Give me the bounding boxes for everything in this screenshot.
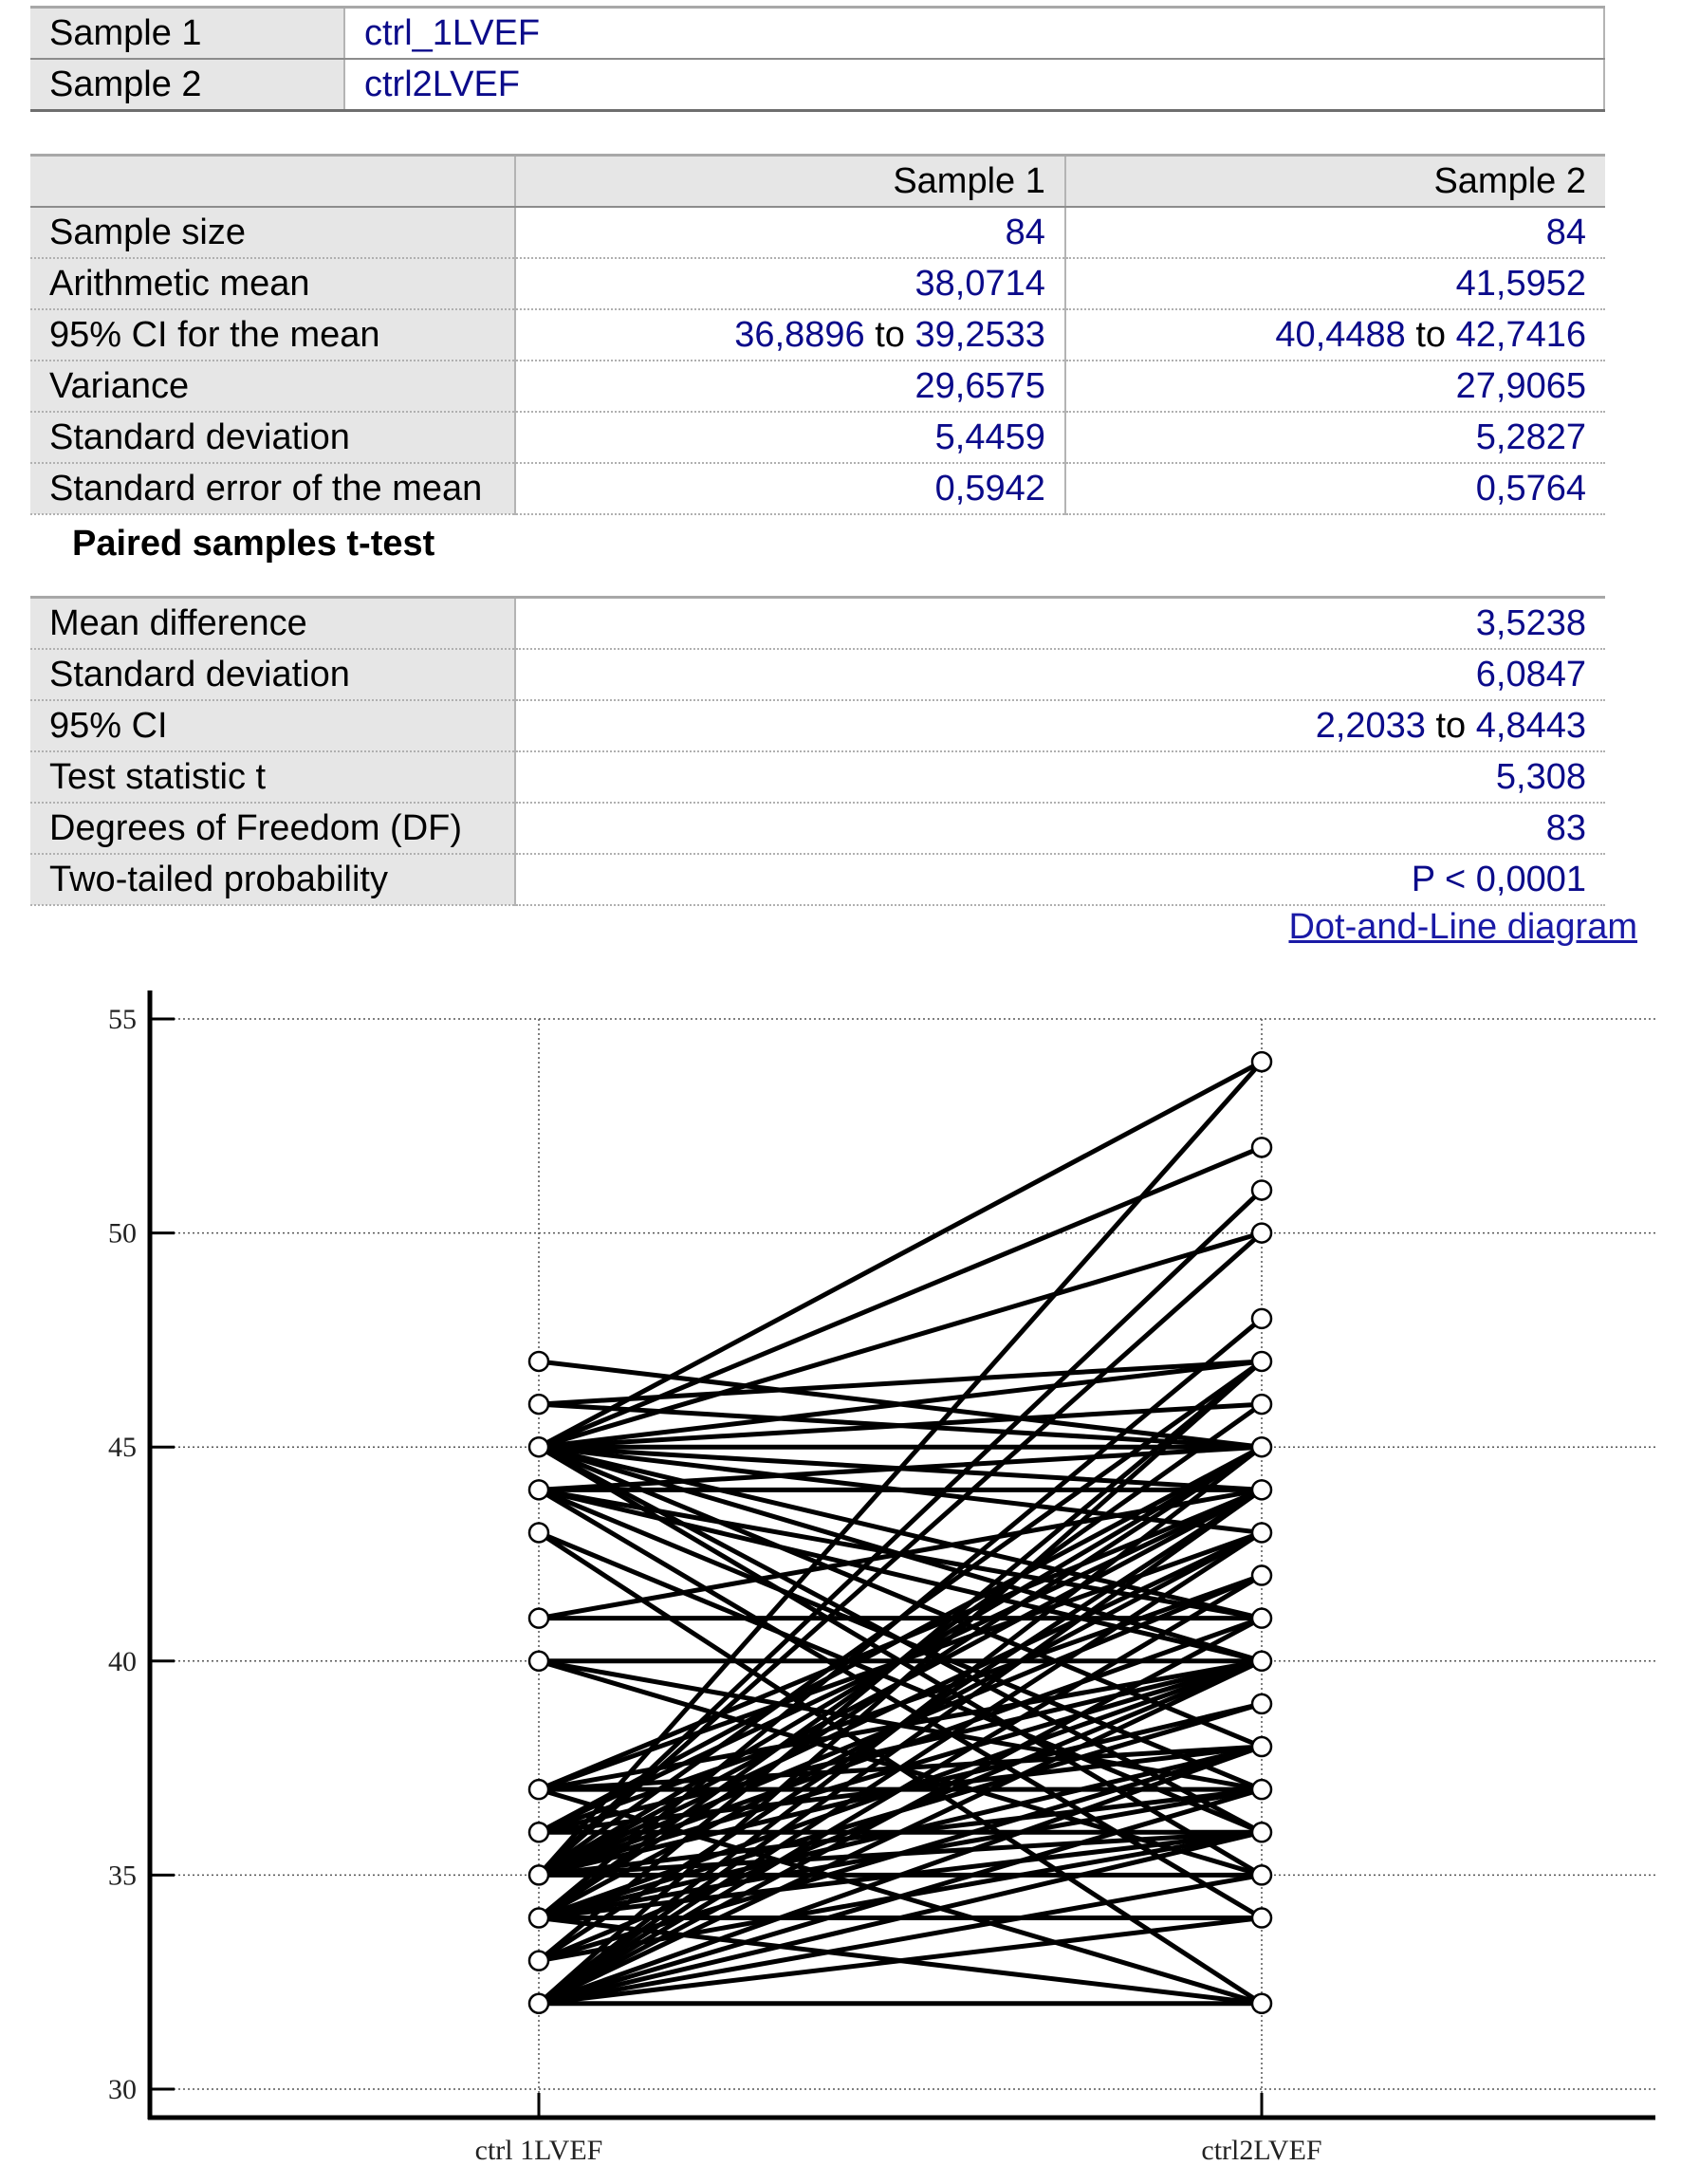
header-blank-cell xyxy=(30,156,515,208)
ci-high: 42,7416 xyxy=(1455,315,1586,355)
dot-and-line-chart xyxy=(0,968,1681,2184)
y-tick-label: 45 xyxy=(108,1432,137,1464)
table-row xyxy=(30,258,1605,309)
y-tick-label: 35 xyxy=(108,1860,137,1892)
row-value: 83 xyxy=(515,803,1605,854)
sample-2-point xyxy=(1252,1609,1271,1628)
sample-selection-table xyxy=(30,6,1605,112)
y-tick-label: 55 xyxy=(108,1004,137,1035)
section-title: Paired samples t-test xyxy=(72,524,435,564)
row-label: 95% CI xyxy=(30,700,515,751)
row-label: Arithmetic mean xyxy=(30,258,515,309)
sample-1-point xyxy=(529,1480,548,1499)
sample-1-point xyxy=(529,1909,548,1928)
sample-label: Sample 2 xyxy=(30,59,344,111)
sample-1-value: 29,6575 xyxy=(515,361,1065,412)
row-label: Variance xyxy=(30,361,515,412)
ci-to: to xyxy=(1435,706,1467,746)
dot-and-line-diagram-link[interactable]: Dot-and-Line diagram xyxy=(1288,907,1637,947)
summary-statistics-table xyxy=(30,154,1605,515)
table-row xyxy=(30,854,1605,905)
sample-1-point xyxy=(529,1780,548,1799)
table-row xyxy=(30,309,1605,361)
sample-row xyxy=(30,59,1604,111)
sample-2-point xyxy=(1252,1566,1271,1585)
table-row xyxy=(30,412,1605,463)
table-row xyxy=(30,803,1605,854)
table-row xyxy=(30,463,1605,514)
y-tick-label: 50 xyxy=(108,1217,137,1249)
ci-to: to xyxy=(1415,315,1447,355)
sample-2-value: 84 xyxy=(1065,207,1605,258)
sample-2-value: 41,5952 xyxy=(1065,258,1605,309)
ci-value xyxy=(515,700,1605,751)
pair-line xyxy=(539,1233,1262,1448)
paired-t-test-table xyxy=(30,596,1605,906)
sample-1-point xyxy=(529,1865,548,1884)
sample-1-value: 38,0714 xyxy=(515,258,1065,309)
row-label: Mean difference xyxy=(30,598,515,650)
y-tick-label: 30 xyxy=(108,2074,137,2105)
sample-2-point xyxy=(1252,1437,1271,1456)
table-row xyxy=(30,649,1605,700)
sample-2-point xyxy=(1252,1909,1271,1928)
sample-variable[interactable]: ctrl2LVEF xyxy=(344,59,1604,111)
sample-1-point xyxy=(529,1352,548,1371)
table-row xyxy=(30,207,1605,258)
sample-label: Sample 1 xyxy=(30,8,344,60)
sample-1-point xyxy=(529,1437,548,1456)
sample-2-point xyxy=(1252,1994,1271,2013)
sample-2-point xyxy=(1252,1480,1271,1499)
sample-1-value: 84 xyxy=(515,207,1065,258)
ci-to: to xyxy=(875,315,905,355)
row-label: Sample size xyxy=(30,207,515,258)
summary-header-row xyxy=(30,156,1605,208)
column-header-sample-1: Sample 1 xyxy=(515,156,1065,208)
sample-1-point xyxy=(529,1395,548,1414)
row-label: Standard deviation xyxy=(30,412,515,463)
row-value: 6,0847 xyxy=(515,649,1605,700)
sample-1-point xyxy=(529,1523,548,1542)
ci-low: 36,8896 xyxy=(734,315,865,355)
ci-low: 40,4488 xyxy=(1275,315,1406,355)
sample-2-point xyxy=(1252,1395,1271,1414)
sample-2-point xyxy=(1252,1180,1271,1199)
sample-2-point xyxy=(1252,1652,1271,1671)
row-label: Standard error of the mean xyxy=(30,463,515,514)
sample-2-ci xyxy=(1065,309,1605,361)
sample-2-value: 0,5764 xyxy=(1065,463,1605,514)
sample-2-point xyxy=(1252,1694,1271,1713)
table-row xyxy=(30,700,1605,751)
sample-row xyxy=(30,8,1604,60)
row-value: 5,308 xyxy=(515,751,1605,803)
sample-2-point xyxy=(1252,1309,1271,1328)
row-label: 95% CI for the mean xyxy=(30,309,515,361)
ci-high: 4,8443 xyxy=(1475,706,1586,746)
pair-line xyxy=(539,1062,1262,1447)
column-header-sample-2: Sample 2 xyxy=(1065,156,1605,208)
row-label: Degrees of Freedom (DF) xyxy=(30,803,515,854)
sample-2-point xyxy=(1252,1138,1271,1157)
sample-2-value: 5,2827 xyxy=(1065,412,1605,463)
sample-1-ci xyxy=(515,309,1065,361)
sample-variable[interactable]: ctrl_1LVEF xyxy=(344,8,1604,60)
sample-2-point xyxy=(1252,1823,1271,1842)
ci-high: 39,2533 xyxy=(914,315,1045,355)
sample-1-point xyxy=(529,1994,548,2013)
sample-2-point xyxy=(1252,1780,1271,1799)
sample-2-point xyxy=(1252,1737,1271,1756)
sample-1-value: 0,5942 xyxy=(515,463,1065,514)
pair-line xyxy=(539,1361,1262,1404)
sample-1-value: 5,4459 xyxy=(515,412,1065,463)
sample-2-point xyxy=(1252,1224,1271,1243)
sample-1-point xyxy=(529,1952,548,1971)
table-row xyxy=(30,361,1605,412)
sample-1-point xyxy=(529,1652,548,1671)
table-row xyxy=(30,751,1605,803)
sample-2-value: 27,9065 xyxy=(1065,361,1605,412)
x-tick-label: ctrl2LVEF xyxy=(1201,2135,1322,2166)
row-label: Two-tailed probability xyxy=(30,854,515,905)
sample-2-point xyxy=(1252,1865,1271,1884)
sample-1-point xyxy=(529,1823,548,1842)
row-value: 3,5238 xyxy=(515,598,1605,650)
table-row xyxy=(30,598,1605,650)
sample-2-point xyxy=(1252,1052,1271,1071)
sample-2-point xyxy=(1252,1523,1271,1542)
x-tick-label: ctrl 1LVEF xyxy=(474,2135,603,2166)
sample-2-point xyxy=(1252,1352,1271,1371)
sample-1-point xyxy=(529,1609,548,1628)
row-label: Test statistic t xyxy=(30,751,515,803)
y-tick-label: 40 xyxy=(108,1645,137,1677)
ci-low: 2,2033 xyxy=(1315,706,1426,746)
row-value: P < 0,0001 xyxy=(515,854,1605,905)
row-label: Standard deviation xyxy=(30,649,515,700)
